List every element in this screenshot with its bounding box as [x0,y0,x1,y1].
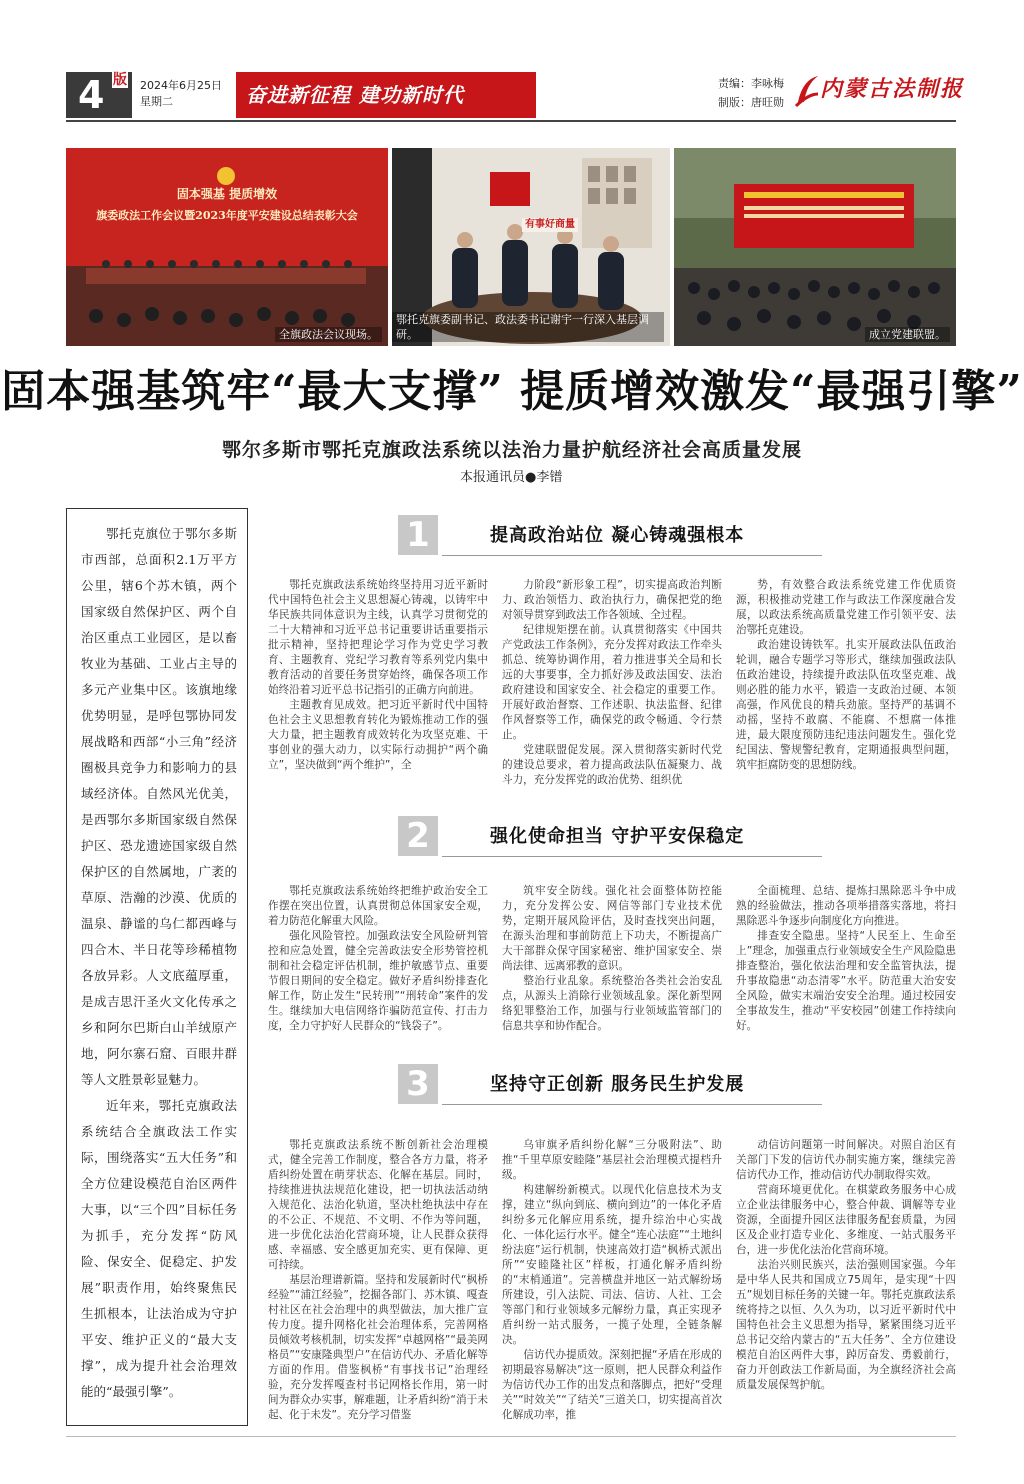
paragraph: 营商环境更优化。在棋蒙政务服务中心成立企业法律服务中心，整合仲裁、调解等专业资源，全面提升园区法律服务配套质量，为园区及企业打造专业化、多维度、一站式服务平台，进一步优化法治化营商环境。 [736,1184,956,1256]
section-3-column-2 [502,1138,722,1423]
section-1-heading [398,515,828,555]
page-number: 4 [78,73,105,117]
paragraph: 筑牢安全防线。强化社会面整体防控能力，充分发挥公安、网信等部门专业技术优势，定期开展风险评估，及时查找突出问题，在源头治理和事前防范上下功夫，不断提高广大干部群众保守国家秘密、维护国家安全、崇尚法律、远离邪教的意识。 [502,885,722,972]
paragraph: 乌审旗矛盾纠纷化解“三分吸附法”、助推“千里草原安睦隆”基层社会治理模式提档升级。 [502,1139,722,1181]
section-2-column-1 [268,884,488,1034]
main-headline: 固本强基筑牢“最大支撑” 提质增效激发“最强引擎” [1,366,1023,417]
section-3-column-1 [268,1138,488,1423]
photo-alliance [674,148,956,346]
logo-text: 内蒙古法制报 [820,76,965,102]
section-number: 3 [398,1064,438,1104]
producer: 制版：唐旺勋 [718,96,784,109]
alliance-photo-image [674,148,956,346]
section-divider [442,555,822,556]
photo-conference [66,148,388,346]
paragraph: 整治行业乱象。系统整治各类社会治安乱点，从源头上消除行业领域乱象。深化新型网络犯罪整治工作，加强与行业领域监管部门的信息共享和协作配合。 [502,975,722,1032]
photo-caption: 成立党建联盟。 [865,327,950,342]
intro-paragraph: 近年来，鄂托克旗政法系统结合全旗政法工作实际，围绕落实“五大任务”和全方位建设模范自治区两件大事，以“三个四”目标任务为抓手，充分发挥“防风险、保安全、促稳定、护发展”职责作用，始终聚焦民生抓根本，让法治成为守护平安、维护正义的“最大支撑”，成为提升社会治理效能的“最强引擎”。 [81,1098,237,1399]
paragraph: 力阶段“新形象工程”，切实提高政治判断力、政治领悟力、政治执行力，确保把党的绝对领导贯穿到政法工作各领域、全过程。 [502,579,722,621]
photo-caption: 鄂托克旗委副书记、政法委书记谢宇一行深入基层调研。 [392,312,664,342]
conference-photo-image [66,148,388,346]
issue-weekday: 星期二 [140,95,173,108]
page-bottom-rule [66,1436,956,1437]
paragraph: 排查安全隐患。坚持“人民至上、生命至上”理念，加强重点行业领域安全生产风险隐患排查整治，强化依法治理和安全监管执法，提升事故隐患“动态清零”水平。防范重大治安安全风险，做实末端治安安全治理。通过校园安全事故发生，推动“平安校园”创建工作持续向好。 [736,930,956,1032]
editor: 责编：李咏梅 [718,77,784,90]
conference-banner-line-1: 固本强基 提质增效 [176,187,278,201]
section-2-heading [398,816,828,856]
photo-meeting [392,148,670,346]
paragraph: 法治兴则民族兴，法治强则国家强。今年是中华人民共和国成立75周年，是实现“十四五”规划目标任务的关键一年。鄂托克旗政法系统将持之以恒、久久为功，以习近平新时代中国特色社会主义思想为指导，紧紧围绕习近平总书记交给内蒙古的“五大任务”、全方位建设模范自治区两件大事，踔厉奋发、勇毅前行，奋力开创政法工作新局面，为全旗经济社会高质量发展保驾护航。 [736,1259,956,1391]
photo-caption: 全旗政法会议现场。 [275,327,382,342]
paragraph: 势，有效整合政法系统党建工作优质资源，积极推动党建工作与政法工作深度融合发展，以政法系统高质量党建工作引领平安、法治鄂托克建设。 [736,579,956,636]
paragraph: 鄂托克旗政法系统始终把维护政治安全工作摆在突出位置，认真贯彻总体国家安全观，着力防范化解重大风险。 [268,885,488,927]
section-3-column-3 [736,1138,956,1393]
masthead [66,68,965,118]
section-slogan: 奋进新征程 建功新时代 [246,83,464,107]
paragraph: 鄂托克旗政法系统始终坚持用习近平新时代中国特色社会主义思想凝心铸魂，以铸牢中华民族共同体意识为主线，认真学习贯彻党的二十大精神和习近平总书记重要讲话重要指示批示精神，坚持把理论学习作为党史学习教育、主题教育、党纪学习教育等系列党内集中教育活动的首要任务贯穿始终，确保各项工作始终沿着习近平总书记指引的正确方向前进。 [268,579,488,696]
section-1-column-3 [736,578,956,773]
paragraph: 纪律规矩摆在前。认真贯彻落实《中国共产党政法工作条例》，充分发挥对政法工作牵头抓总、统筹协调作用，着力推进事关全局和长远的大事要事，全力抓好涉及政法国安、法治政府建设和国家安全、社会稳定的重要工作。开展好政治督察、工作述职、执法监督、纪律作风督察等工作，确保党的政令畅通、令行禁止。 [502,624,722,741]
issue-date: 2024年6月25日 [140,79,222,92]
newspaper-logo [794,70,964,110]
meeting-room-sign: 有事好商量 [522,218,578,232]
paragraph: 全面梳理、总结、提炼扫黑除恶斗争中成熟的经验做法，推动各项举措落实落地，将扫黑除恶斗争逐步向制度化方向推进。 [736,885,956,927]
section-title: 强化使命担当 守护平安保稳定 [490,826,745,847]
paragraph: 强化风险管控。加强政法安全风险研判管控和应急处置，健全完善政法安全形势管控机制和社会稳定评估机制，维护敏感节点、重要节假日期间的安全稳定。做好矛盾纠纷排查化解工作，防止发生“民转刑”“刑转命”案件的发生。继续加大电信网络诈骗防范宣传、打击力度，全力守护好人民群众的“钱袋子”。 [268,930,488,1032]
section-2-column-2 [502,884,722,1034]
paragraph: 主题教育见成效。把习近平新时代中国特色社会主义思想教育转化为锻炼推动工作的强大力量，把主题教育成效转化为攻坚克难、干事创业的强大动力，以实际行动拥护“两个确立”，坚决做到“两个维护”，全 [268,699,488,771]
section-title: 坚持守正创新 服务民生护发展 [490,1074,745,1095]
paragraph: 信访代办提质效。深刻把握“矛盾在形成的初期最容易解决”这一原则，把人民群众利益作为信访代办工作的出发点和落脚点，把好“受理关”“时效关”“了结关”三道关口，切实提高首次化解成功率，推 [502,1349,722,1421]
logo-swoosh-icon [794,72,820,108]
intro-sidebar [66,508,248,1426]
section-1-column-1 [268,578,488,773]
masthead-rule [66,120,956,122]
section-number: 2 [398,816,438,856]
section-divider [442,1104,822,1105]
intro-paragraph: 鄂托克旗位于鄂尔多斯市西部，总面积2.1万平方公里，辖6个苏木镇，两个国家级自然保护区、两个自治区重点工业园区，是以畜牧业为基础、工业占主导的多元产业集中区。该旗地缘优势明显，是呼包鄂协同发展战略和西部“小三角”经济圈极具竞争力和影响力的县域经济体。自然风光优美，是西鄂尔多斯国家级自然保护区、恐龙遗迹国家级自然保护区的自然属地，广袤的草原、浩瀚的沙漠、优质的温泉、静谧的乌仁都西峰与四合木、半日花等珍稀植物各放异彩。人文底蕴厚重，是成吉思汗圣火文化传承之乡和阿尔巴斯白山羊绒原产地，阿尔寨石窟、百眼井群等人文胜景彰显魅力。 [81,526,237,1087]
page-label: 版 [113,72,127,88]
conference-banner-line-2: 旗委政法工作会议暨2023年度平安建设总结表彰大会 [96,209,358,222]
section-divider [442,856,822,857]
section-banner [236,72,536,118]
sub-headline: 鄂尔多斯市鄂托克旗政法系统以法治力量护航经济社会高质量发展 [221,439,802,461]
section-2-column-3 [736,884,956,1034]
paragraph: 构建解纷新模式。以现代化信息技术为支撑，建立“纵向到底、横向到边”的一体化矛盾纠纷多元化解应用系统，提升综治中心实战化、一体化运行水平。健全“连心法庭”“土地纠纷法庭”运行机制，快速高效打造“枫桥式派出所”“安睦隆社区”样板，打通化解矛盾纠纷的“末梢通道”。完善横盘并地区一站式解纷场所建设，引入法院、司法、信访、人社、工会等部门和行业领域多元解纷力量，真正实现矛盾纠纷一站式服务，一揽子处理，全链条解决。 [502,1184,722,1346]
byline: 本报通讯员●李镨 [460,470,563,485]
paragraph: 党建联盟促发展。深入贯彻落实新时代党的建设总要求，着力提高政法队伍凝聚力、战斗力，充分发挥党的政治优势、组织优 [502,744,722,786]
editor-credits [718,74,784,112]
section-title: 提高政治站位 凝心铸魂强根本 [490,525,745,546]
paragraph: 动信访问题第一时间解决。对照自治区有关部门下发的信访代办制实施方案，继续完善信访代办工作，推动信访代办制取得实效。 [736,1139,956,1181]
section-1-column-2 [502,578,722,788]
paragraph: 基层治理谱新篇。坚持和发展新时代“枫桥经验”“浦江经验”，挖掘各部门、苏木镇、嘎查村社区在社会治理中的典型做法，加大推广宣传力度。提升网格化社会治理体系，完善网格员倾效考核机制，切实发挥“卓越网格”“最美网格员”“安康隆典型户”在信访代办、矛盾化解等方面的作用。借鉴枫桥“有事找书记”治理经验，充分发挥嘎查村书记网格长作用，第一时间为群众办实事，解难题，让矛盾纠纷“消于未起、化于未发”。充分学习借鉴 [268,1274,488,1421]
paragraph: 政治建设铸铁军。扎实开展政法队伍政治轮训，融合专题学习等形式，继续加强政法队伍政治建设，持续提升政法队伍攻坚克难、战则必胜的能力水平，锻造一支政治过硬、本领高强，作风优良的精兵劲旅。坚持严的基调不动摇，坚持不敢腐、不能腐、不想腐一体推进，最大限度预防违纪违法问题发生。强化党纪国法、警规警纪教育，定期通报典型问题，筑牢拒腐防变的思想防线。 [736,639,956,771]
paragraph: 鄂托克旗政法系统不断创新社会治理模式，健全完善工作制度，整合各方力量，将矛盾纠纷处置在萌芽状态、化解在基层。同时，持续推进执法规范化建设，把一切执法活动纳入规范化、法治化轨道，坚决杜绝执法中存在的不公正、不规范、不文明、不作为等问题，进一步优化法治化营商环境，让人民群众获得感、幸福感、安全感更加充实、更有保障、更可持续。 [268,1139,488,1271]
section-3-heading [398,1064,828,1104]
date-block [140,78,222,110]
section-number: 1 [398,515,438,555]
